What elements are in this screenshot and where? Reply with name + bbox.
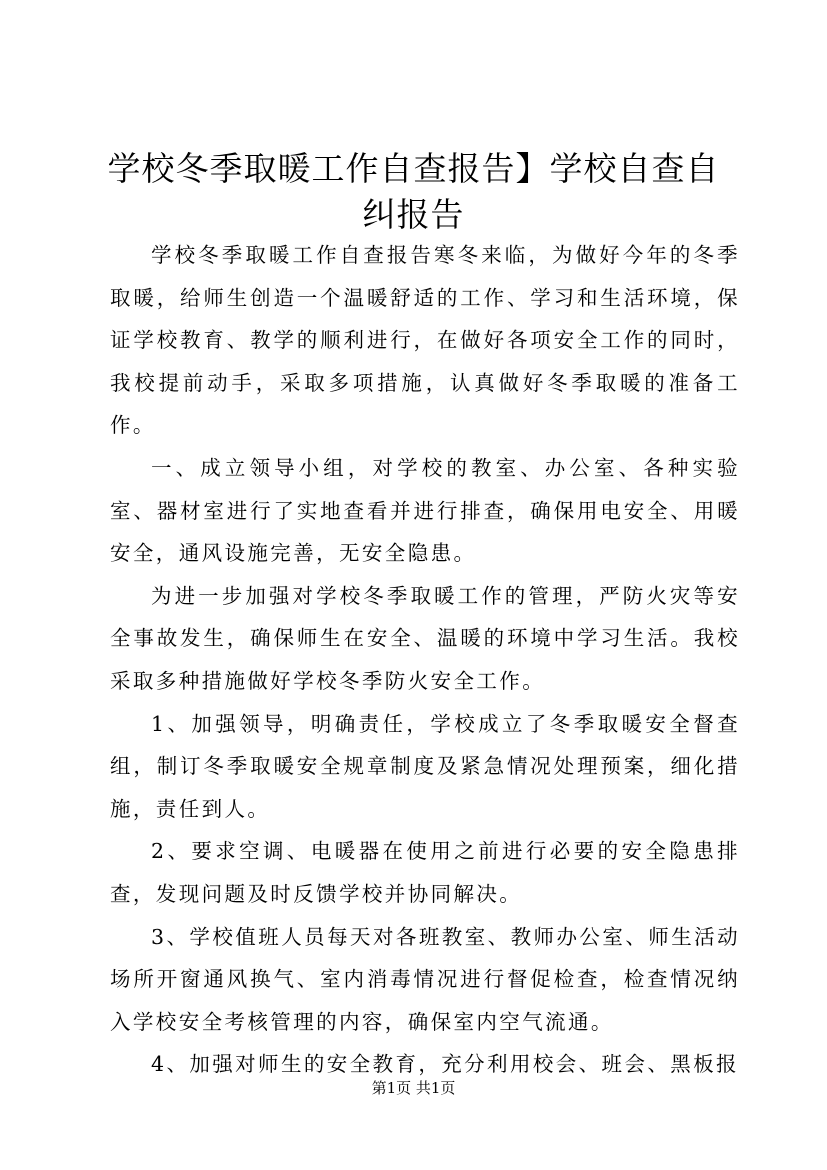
paragraph: 一、成立领导小组，对学校的教室、办公室、各种实验室、器材室进行了实地查看并进行排查，确保用电安全、用暖安全，通风设施完善，无安全隐患。 [110, 455, 740, 566]
paragraph: 3、学校值班人员每天对各班教室、教师办公室、师生活动场所开窗通风换气、室内消毒情况进行督促检查，检查情况纳入学校安全考核管理的内容，确保室内空气流通。 [110, 924, 740, 1034]
document-title: 学校冬季取暖工作自查报告】学校自查自纠报告 [107, 149, 720, 234]
paragraph: 为进一步加强对学校冬季取暖工作的管理，严防火灾等安全事故发生，确保师生在安全、温暖的环境中学习生活。我校采取多种措施做好学校冬季防火安全工作。 [110, 583, 740, 693]
paragraph: 4、加强对师生的安全教育，充分利用校会、班会、黑板报 [151, 1052, 739, 1077]
paragraph: 2、要求空调、电暖器在使用之前进行必要的安全隐患排查，发现问题及时反馈学校并协同解决。 [110, 839, 740, 906]
document-body [110, 234, 740, 1086]
paragraph: 学校冬季取暖工作自查报告寒冬来临，为做好今年的冬季取暖，给师生创造一个温暖舒适的工作、学习和生活环境，保证学校教育、教学的顺利进行，在做好各项安全工作的同时，我校提前动手，采取多项措施，认真做好冬季取暖的准备工作。 [110, 243, 740, 438]
page-footer: 第1页 共1页 [371, 1079, 456, 1097]
paragraph: 1、加强领导，明确责任，学校成立了冬季取暖安全督查组，制订冬季取暖安全规章制度及紧急情况处理预案，细化措施，责任到人。 [110, 711, 740, 821]
